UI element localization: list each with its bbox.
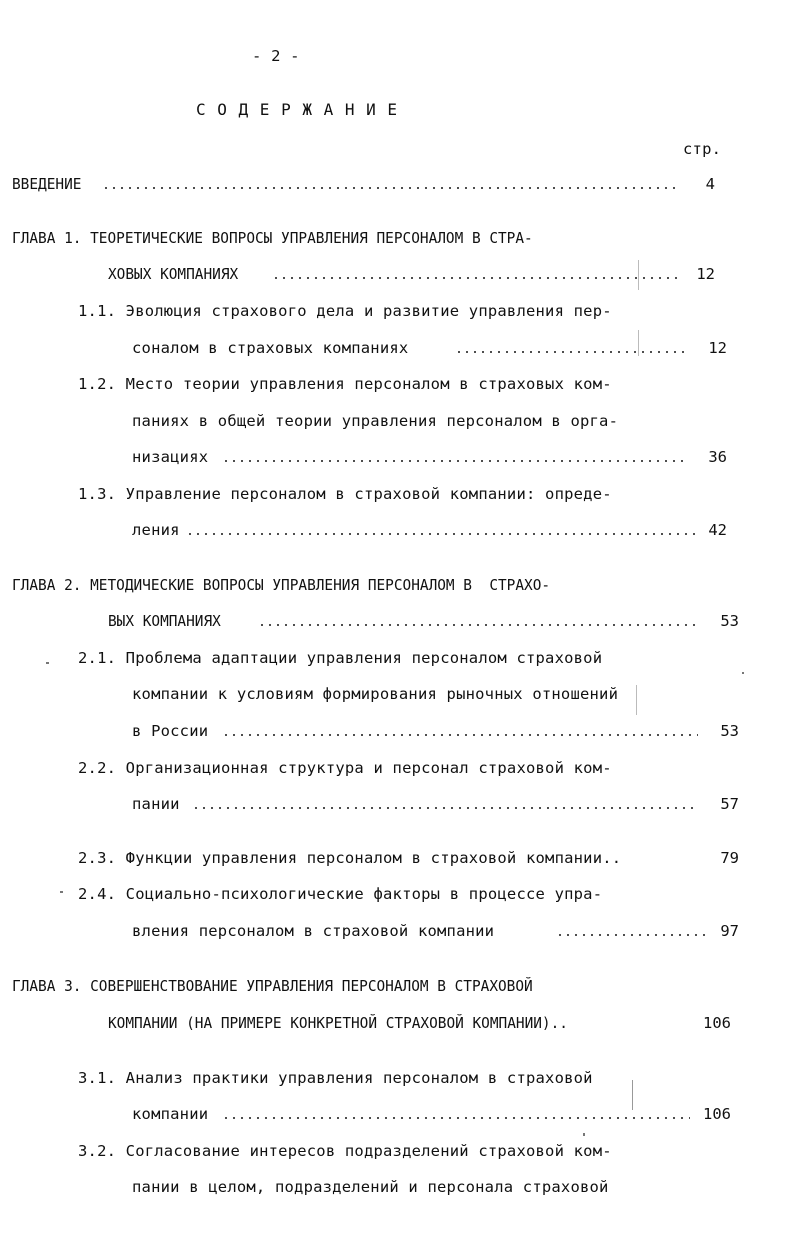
- section-line: 3.2. Согласование интересов подразделений страховой ком-: [78, 1142, 612, 1160]
- section-line: 1.2. Место теории управления персоналом в страховых ком-: [78, 375, 612, 393]
- chapter-title-line: КОМПАНИИ (НА ПРИМЕРЕ КОНКРЕТНОЙ СТРАХОВОЙ КОМПАНИИ)..: [108, 1014, 568, 1032]
- toc-page-number: 97: [720, 922, 739, 940]
- toc-chapter-3[interactable]: [0, 976, 797, 998]
- toc-section-1-2[interactable]: [0, 374, 797, 396]
- section-line: 1.1. Эволюция страхового дела и развитие управления пер-: [78, 302, 612, 320]
- section-line: 2.3. Функции управления персоналом в страховой компании..: [78, 849, 622, 867]
- toc-chapter-1-cont[interactable]: [0, 264, 797, 286]
- toc-section-1-2-cont[interactable]: [0, 411, 797, 433]
- section-line: паниях в общей теории управления персоналом в орга-: [132, 412, 619, 430]
- toc-section-2-2[interactable]: [0, 758, 797, 780]
- toc-page-number: 12: [708, 339, 727, 357]
- section-line: 2.1. Проблема адаптации управления персоналом страховой: [78, 649, 603, 667]
- scan-artifact: [638, 260, 639, 290]
- scan-artifact: [60, 891, 63, 893]
- toc-section-2-1-cont[interactable]: [0, 684, 797, 706]
- section-line: низациях: [132, 448, 209, 466]
- toc-section-1-1[interactable]: [0, 301, 797, 323]
- chapter-title-line: ГЛАВА 3. СОВЕРШЕНСТВОВАНИЕ УПРАВЛЕНИЯ ПЕРСОНАЛОМ В СТРАХОВОЙ: [12, 977, 533, 995]
- toc-section-3-1[interactable]: [0, 1068, 797, 1090]
- section-line: 2.2. Организационная структура и персонал страховой ком-: [78, 759, 612, 777]
- scan-artifact: [742, 672, 744, 674]
- toc-page-number: 4: [705, 175, 715, 193]
- toc-section-1-1-cont[interactable]: [0, 338, 797, 360]
- scan-artifact: [636, 685, 637, 715]
- section-line: пании: [132, 795, 180, 813]
- toc-chapter-3-cont[interactable]: [0, 1013, 797, 1035]
- dot-leader: [222, 734, 698, 736]
- section-line: 1.3. Управление персоналом в страховой компании: опреде-: [78, 485, 612, 503]
- page-title: С О Д Е Р Ж А Н И Е: [196, 100, 399, 119]
- toc-chapter-2-cont[interactable]: [0, 611, 797, 633]
- toc-section-2-4-cont[interactable]: [0, 921, 797, 943]
- page-number: - 2 -: [252, 47, 300, 65]
- section-line: пании в целом, подразделений и персонала страховой: [132, 1178, 609, 1196]
- section-line: 2.4. Социально-психологические факторы в процессе упра-: [78, 885, 603, 903]
- toc-section-3-2[interactable]: [0, 1141, 797, 1163]
- toc-section-1-3[interactable]: [0, 484, 797, 506]
- toc-page-number: 12: [696, 265, 715, 283]
- chapter-title-line: ГЛАВА 2. МЕТОДИЧЕСКИЕ ВОПРОСЫ УПРАВЛЕНИЯ ПЕРСОНАЛОМ В СТРАХО-: [12, 576, 551, 594]
- toc-chapter-1[interactable]: [0, 228, 797, 250]
- toc-page-number: 79: [720, 849, 739, 867]
- section-line: компании к условиям формирования рыночных отношений: [132, 685, 619, 703]
- scan-artifact: [583, 1133, 585, 1136]
- chapter-title-line: ГЛАВА 1. ТЕОРЕТИЧЕСКИЕ ВОПРОСЫ УПРАВЛЕНИЯ ПЕРСОНАЛОМ В СТРА-: [12, 229, 533, 247]
- dot-leader: [192, 807, 698, 809]
- toc-section-2-2-cont[interactable]: [0, 794, 797, 816]
- dot-leader: [222, 460, 686, 462]
- dot-leader: [556, 934, 708, 936]
- toc-section-2-1-cont2[interactable]: [0, 721, 797, 743]
- page-column-header: стр.: [683, 140, 722, 158]
- toc-section-1-3-cont[interactable]: [0, 520, 797, 542]
- toc-page-number: 57: [720, 795, 739, 813]
- scan-artifact: [632, 1080, 633, 1110]
- toc-section-3-1-cont[interactable]: [0, 1104, 797, 1126]
- toc-page-number: 53: [720, 722, 739, 740]
- scan-artifact: [46, 662, 49, 664]
- toc-page-number: 53: [720, 612, 739, 630]
- toc-page-number: 42: [708, 521, 727, 539]
- toc-entry-intro[interactable]: [0, 174, 797, 196]
- section-line: ления: [132, 521, 180, 539]
- toc-section-2-1[interactable]: [0, 648, 797, 670]
- scan-artifact: [638, 330, 639, 356]
- chapter-title-line: ВЫХ КОМПАНИЯХ: [108, 612, 221, 630]
- toc-page-number: 106: [703, 1105, 731, 1123]
- chapter-title-line: ХОВЫХ КОМПАНИЯХ: [108, 265, 239, 283]
- dot-leader: [455, 351, 685, 353]
- section-line: соналом в страховых компаниях: [132, 339, 409, 357]
- toc-section-3-2-cont[interactable]: [0, 1177, 797, 1199]
- toc-entry-label: ВВЕДЕНИЕ: [12, 175, 82, 193]
- toc-chapter-2[interactable]: [0, 575, 797, 597]
- section-line: в России: [132, 722, 209, 740]
- dot-leader: [186, 533, 696, 535]
- dot-leader: [222, 1117, 690, 1119]
- dot-leader: [272, 277, 678, 279]
- section-line: вления персоналом в страховой компании: [132, 922, 495, 940]
- toc-section-1-2-cont2[interactable]: [0, 447, 797, 469]
- section-line: компании: [132, 1105, 209, 1123]
- dot-leader: [102, 187, 680, 189]
- toc-section-2-3[interactable]: [0, 848, 797, 870]
- section-line: 3.1. Анализ практики управления персоналом в страховой: [78, 1069, 593, 1087]
- toc-page-number: 106: [703, 1014, 731, 1032]
- toc-page-number: 36: [708, 448, 727, 466]
- dot-leader: [258, 624, 698, 626]
- toc-section-2-4[interactable]: [0, 884, 797, 906]
